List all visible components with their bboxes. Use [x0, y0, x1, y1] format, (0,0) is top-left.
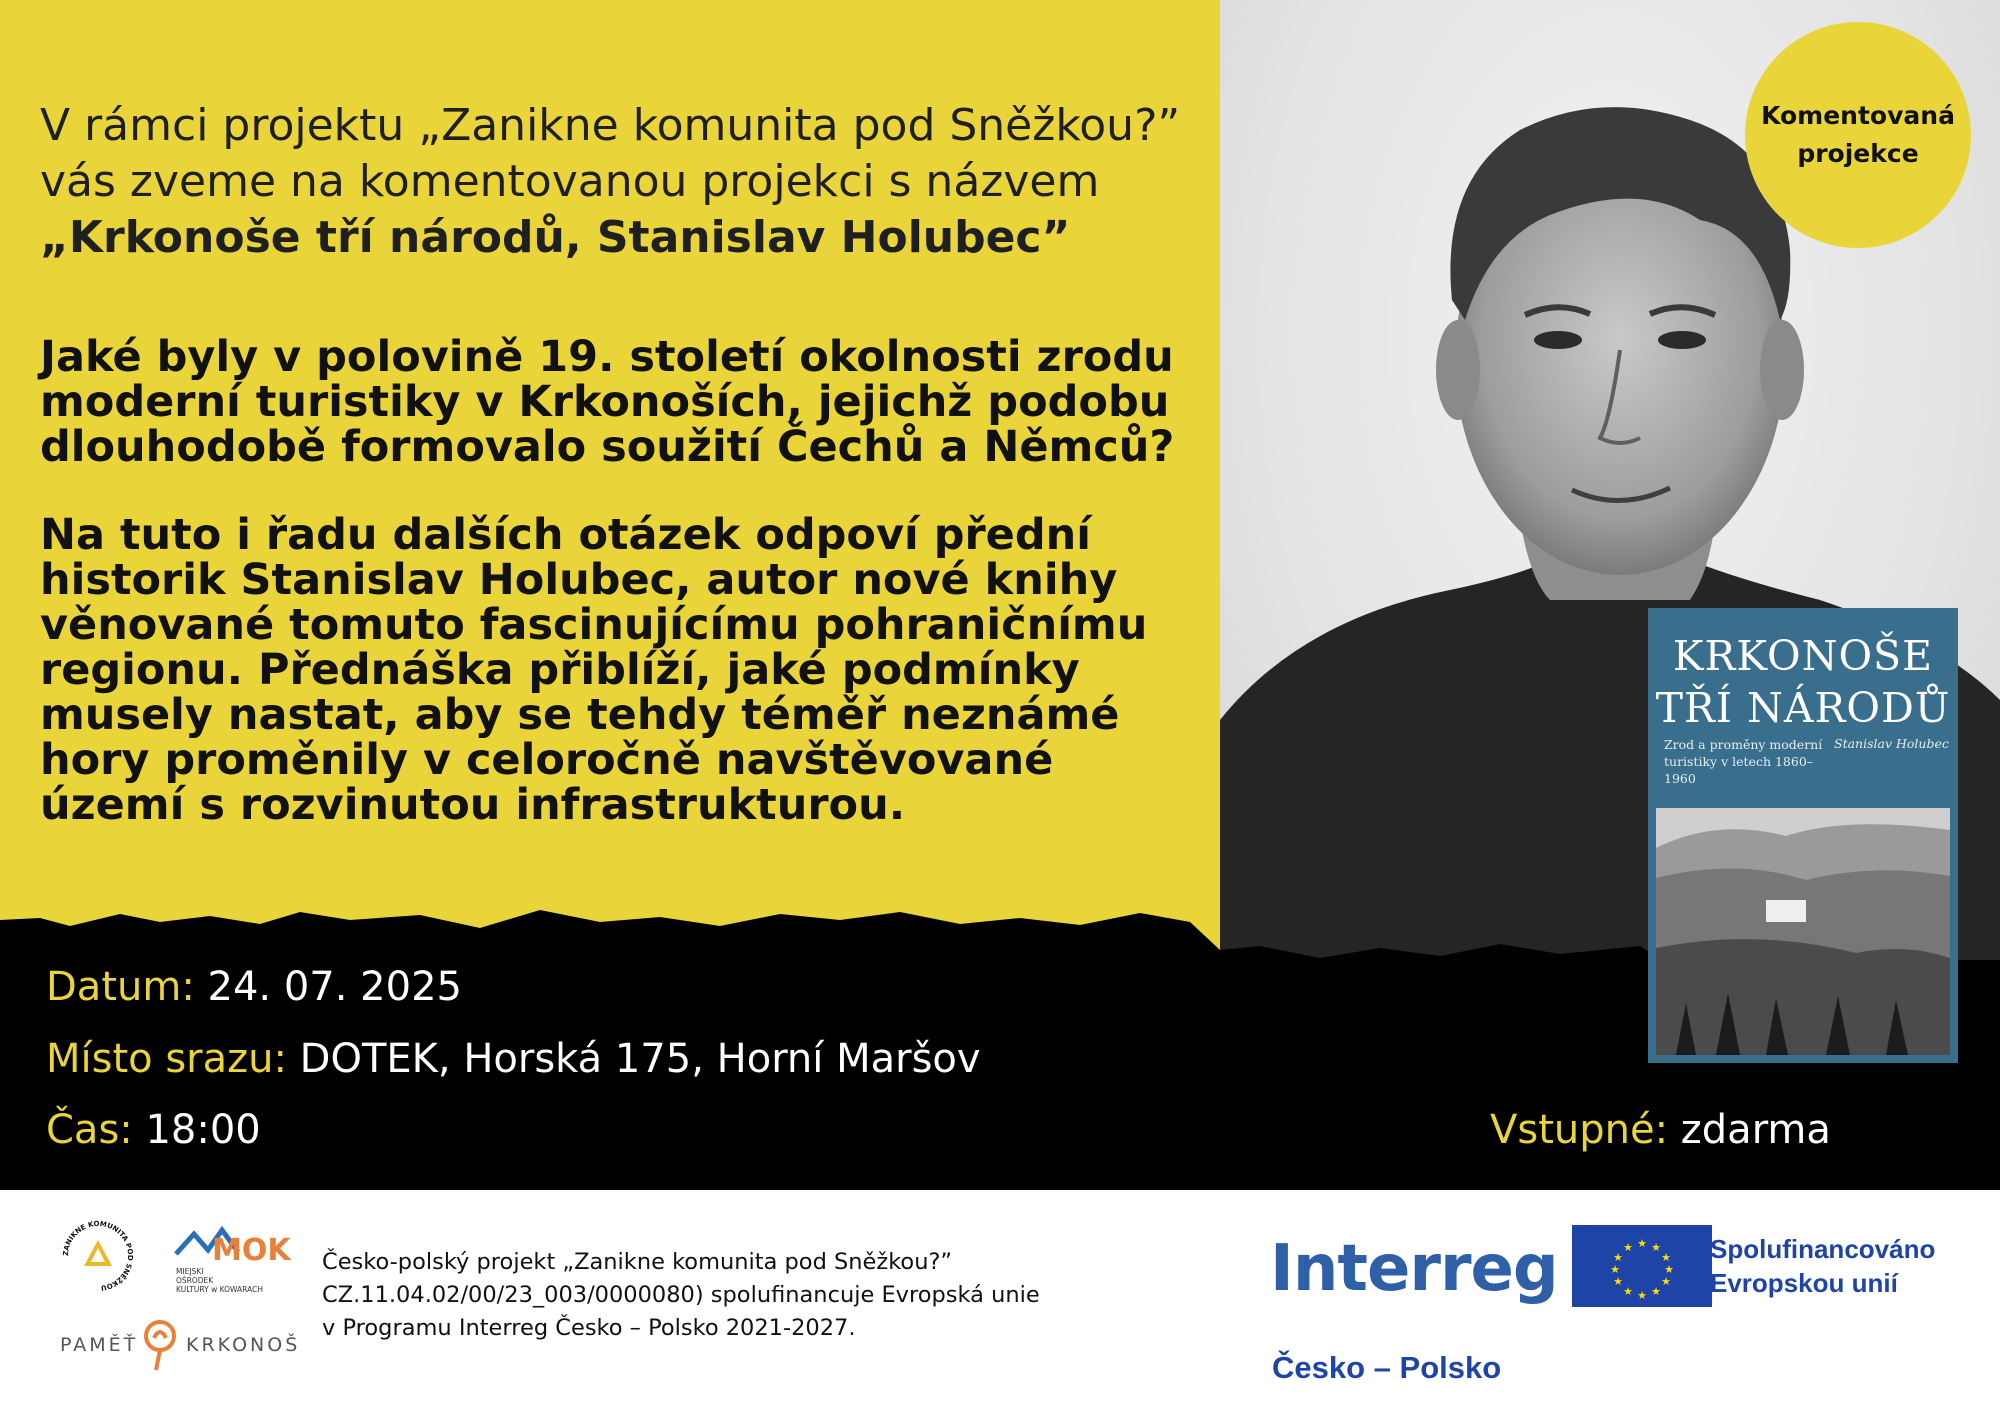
eu-cofinancing-text: [1710, 1232, 1935, 1300]
book-title-line-2: TŘÍ NÁRODŮ: [1655, 684, 1951, 732]
eu-flag-icon: [1572, 1225, 1712, 1307]
svg-text:★: ★: [1610, 1263, 1620, 1276]
svg-text:★: ★: [1651, 1241, 1661, 1254]
book-title: [1648, 630, 1958, 734]
place-label: Místo srazu:: [46, 1036, 287, 1082]
footer-project-text: [322, 1246, 1162, 1345]
svg-text:★: ★: [1661, 1251, 1671, 1264]
date-row: [46, 962, 462, 1012]
svg-text:★: ★: [1613, 1275, 1623, 1288]
footer-line-2: CZ.11.04.02/00/23_003/0000080) spolufinancuje Evropská unie: [322, 1282, 1040, 1308]
svg-text:★: ★: [1623, 1241, 1633, 1254]
mok-logo-text-3: KULTURY w KOWARACH: [176, 1285, 263, 1294]
book-cover: [1648, 608, 1958, 1063]
time-row: [46, 1105, 261, 1155]
date-value: 24. 07. 2025: [194, 964, 462, 1010]
footer-line-3: v Programu Interreg Česko – Polsko 2021-2027.: [322, 1315, 856, 1341]
eu-text-line-2: Evropskou unií: [1710, 1268, 1898, 1298]
svg-text:★: ★: [1623, 1285, 1633, 1298]
book-author: Stanislav Holubec: [1834, 736, 1949, 751]
book-cover-photo: [1656, 808, 1950, 1055]
pamet-krkonos-logo: [60, 1316, 301, 1374]
pamet-logo-right: KRKONOŠ: [186, 1334, 301, 1356]
event-title: „Krkonoše tří národů, Stanislav Holubec”: [40, 212, 1071, 263]
svg-text:★: ★: [1637, 1237, 1647, 1250]
svg-text:★: ★: [1651, 1285, 1661, 1298]
mok-kowary-logo: [172, 1224, 291, 1298]
eu-text-line-1: Spolufinancováno: [1710, 1234, 1936, 1264]
entry-label: Vstupné:: [1490, 1107, 1669, 1153]
time-label: Čas:: [46, 1107, 133, 1153]
pamet-logo-left: PAMĚŤ: [60, 1334, 139, 1356]
zanikne-komunita-logo-text: ZANIKNE KOMUNITA POD SNĚŽKOU: [61, 1219, 135, 1292]
book-subtitle: Zrod a proměny moderní turistiky v letech 1860–1960: [1664, 737, 1823, 786]
description-paragraph: Na tuto i řadu dalších otázek odpoví přední historik Stanislav Holubec, autor nové knihy věnované tomuto fascinujícímu pohraničnímu regionu. Přednáška přiblíží, jaké podmínky musely nastat, aby se tehdy téměř neznámé hory proměnily v celoročně navštěvované území s rozvinutou infrastrukturou.: [40, 510, 1148, 830]
svg-text:★: ★: [1637, 1289, 1647, 1302]
program-region-label: Česko – Polsko: [1272, 1350, 1502, 1385]
intro-line-2: vás zveme na komentovanou projekci s názvem: [40, 156, 1100, 207]
entry-row: [1490, 1105, 1831, 1155]
entry-value: zdarma: [1668, 1107, 1831, 1153]
time-value: 18:00: [132, 1107, 261, 1153]
zanikne-komunita-logo: [60, 1218, 136, 1294]
intro-line-1: V rámci projektu „Zanikne komunita pod Sněžkou?”: [40, 100, 1181, 151]
book-title-line-1: KRKONOŠE: [1672, 632, 1934, 680]
intro-text: [40, 98, 1210, 266]
svg-text:★: ★: [1664, 1263, 1674, 1276]
event-type-badge: Komentovaná projekce: [1745, 22, 1971, 248]
mok-logo-text-1: MIEJSKI: [176, 1267, 204, 1276]
svg-text:★: ★: [1613, 1251, 1623, 1264]
place-row: [46, 1034, 981, 1084]
mok-logo-text-2: OŚRODEK: [176, 1276, 214, 1285]
question-paragraph: Jaké byly v polovině 19. století okolnosti zrodu moderní turistiky v Krkonoších, jejichž podobu dlouhodobě formovalo soužití Čechů a Němců?: [40, 332, 1175, 472]
pamet-logo-icon: [140, 1316, 180, 1374]
date-label: Datum:: [46, 964, 195, 1010]
place-value: DOTEK, Horská 175, Horní Maršov: [286, 1036, 981, 1082]
mok-logo-letters: MOK: [212, 1233, 291, 1268]
footer-line-1: Česko-polský projekt „Zanikne komunita pod Sněžkou?”: [322, 1249, 953, 1275]
interreg-logo: Interreg: [1270, 1232, 1558, 1306]
svg-text:★: ★: [1661, 1275, 1671, 1288]
